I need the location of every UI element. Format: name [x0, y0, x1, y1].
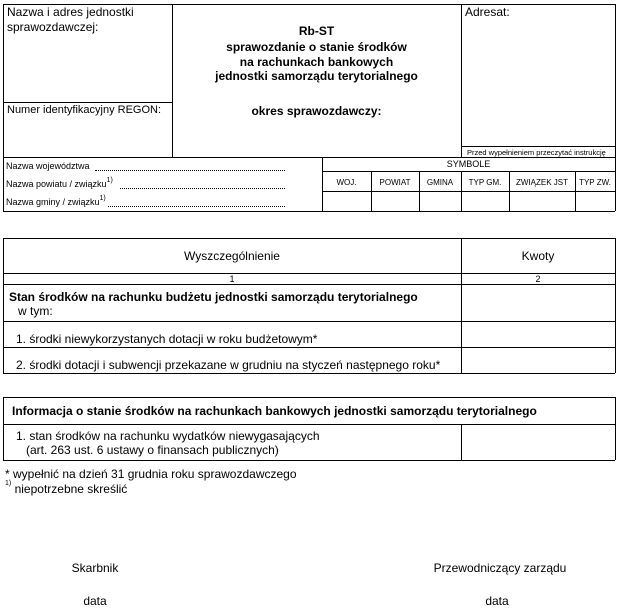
row-main-amount-cell[interactable]	[462, 285, 615, 321]
instruction-note: Przed wypełnieniem przeczytać instrukcję	[467, 148, 606, 157]
symbol-zwiazek-jst: ZWIĄZEK JST	[516, 178, 568, 187]
symbols-title: SYMBOLE	[446, 159, 491, 169]
voivodeship-label: Nazwa województwa	[6, 161, 90, 171]
symbol-typ-zw: TYP ZW.	[579, 178, 611, 187]
form-code: Rb-ST	[298, 24, 335, 38]
col-number-1: 1	[229, 274, 235, 284]
county-label: Nazwa powiatu / związku	[6, 179, 107, 189]
row-main-sub-label: w tym:	[18, 304, 53, 318]
row-2-amount-cell[interactable]	[462, 348, 615, 373]
row-1-label: 1. środki niewykorzystanych dotacji w roku budżetowym*	[16, 332, 318, 346]
period-label: okres sprawozdawczy:	[251, 104, 382, 118]
regon-label: Numer identyfikacyjny REGON:	[7, 104, 162, 116]
note-1-marker: 1)	[5, 480, 12, 487]
bank-row-1-line-2: (art. 263 ust. 6 ustawy o finansach publicznych)	[26, 443, 279, 457]
symbol-typ-gm-input[interactable]	[462, 192, 509, 211]
col-header-amount: Kwoty	[521, 249, 555, 263]
bank-row-1-line-1: 1. stan środków na rachunku wydatków niewygasających	[16, 429, 320, 443]
date-right-label: data	[485, 594, 509, 608]
note-1-wrap	[5, 482, 127, 496]
form-title-line-3: jednostki samorządu terytorialnego	[215, 69, 418, 83]
symbol-typ-zw-input[interactable]	[576, 192, 615, 211]
bank-info-title: Informacja o stanie środków na rachunkach bankowych jednostki samorządu terytorialnego	[12, 404, 537, 418]
county-label-wrap	[6, 179, 113, 189]
symbol-gmina: GMINA	[426, 178, 454, 187]
symbol-woj-input[interactable]	[323, 192, 371, 211]
col-header-description: Wyszczególnienie	[184, 249, 280, 263]
commune-label-wrap	[6, 197, 106, 207]
bank-row-1-amount-cell[interactable]	[462, 425, 615, 460]
symbol-zwiazek-jst-input[interactable]	[510, 192, 575, 211]
commune-dotted-line	[108, 206, 285, 207]
symbol-powiat: POWIAT	[379, 178, 411, 187]
note-1-text: niepotrzebne skreślić	[14, 482, 128, 496]
county-dotted-line	[120, 188, 285, 189]
county-footnote-marker: 1)	[106, 177, 113, 184]
row-main-label: Stan środków na rachunku budżetu jednostki samorządu terytorialnego	[9, 290, 418, 304]
commune-label: Nazwa gminy / związku	[6, 197, 100, 207]
form-title-line-2: na rachunkach bankowych	[239, 55, 394, 69]
commune-footnote-marker: 1)	[99, 195, 106, 202]
symbol-powiat-input[interactable]	[372, 192, 419, 211]
note-star: * wypełnić na dzień 31 grudnia roku sprawozdawczego	[5, 467, 297, 481]
date-left-label: data	[83, 594, 107, 608]
voivodeship-dotted-line	[95, 170, 285, 171]
symbol-gmina-input[interactable]	[420, 192, 461, 211]
chairman-label: Przewodniczący zarządu	[433, 561, 567, 575]
form-title-line-1: sprawozdanie o stanie środków	[226, 40, 407, 54]
addressee-label: Adresat:	[465, 5, 510, 19]
symbol-woj: WOJ.	[336, 178, 357, 187]
row-1-amount-cell[interactable]	[462, 322, 615, 347]
unit-name-label: Nazwa i adres jednostki sprawozdawczej:	[7, 5, 134, 34]
treasurer-label: Skarbnik	[71, 561, 119, 575]
symbol-typ-gm: TYP GM.	[468, 178, 502, 187]
col-number-2: 2	[535, 274, 541, 284]
row-2-label: 2. środki dotacji i subwencji przekazane w grudniu na styczeń następnego roku*	[16, 358, 441, 372]
